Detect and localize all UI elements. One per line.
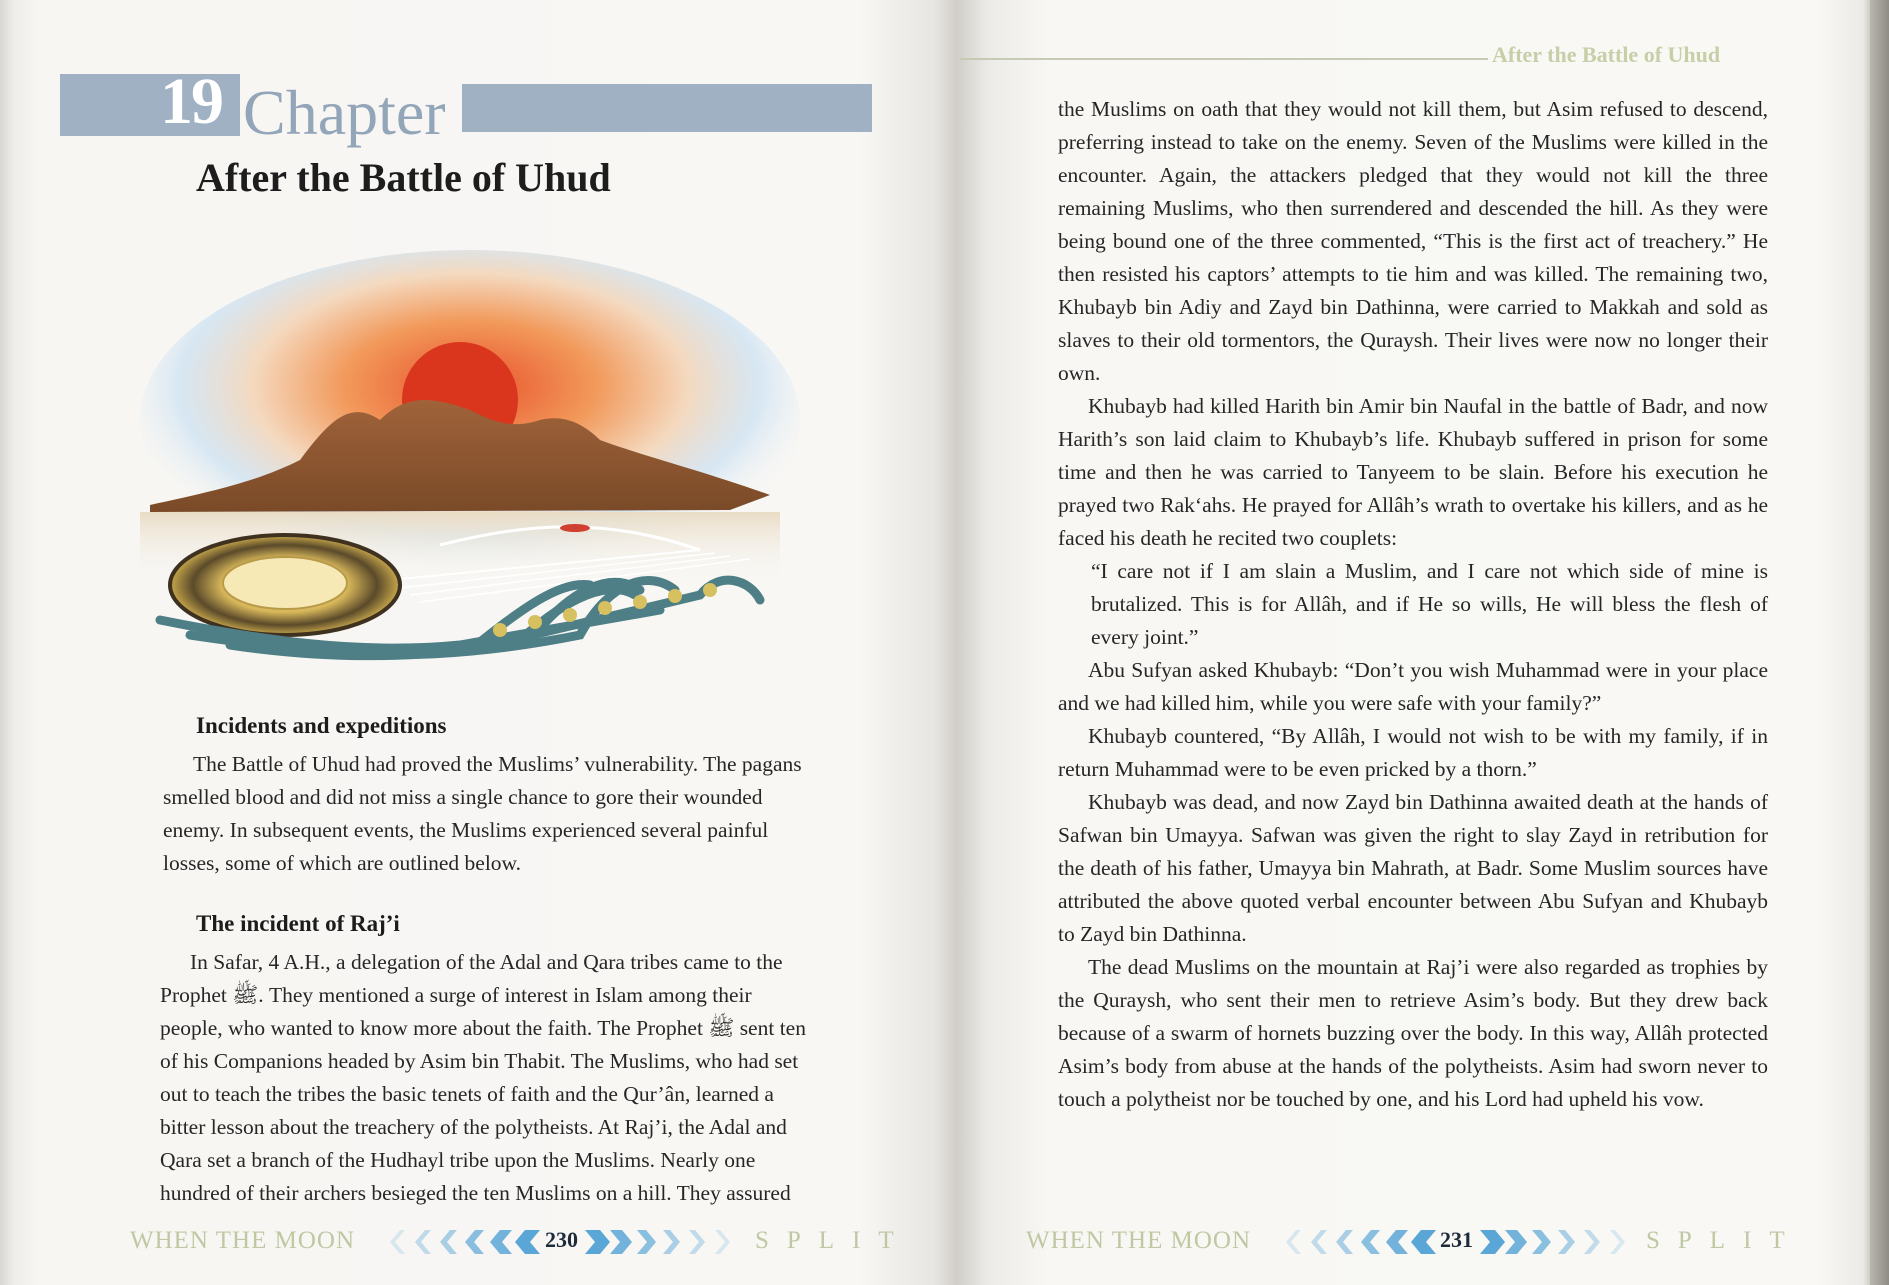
- page-number-right: 231: [1440, 1227, 1473, 1252]
- text-line: smelled blood and did not miss a single chance to gore their wounded: [163, 785, 763, 809]
- chapter-word: Chapter: [243, 77, 446, 148]
- footer-book-title: WHEN THE MOON: [1026, 1227, 1252, 1254]
- chapter-band-right: [462, 84, 872, 132]
- text-line: people, who wanted to know more about the faith. The Prophet ﷺ sent ten: [160, 1016, 806, 1040]
- section-body-rajii: [160, 946, 871, 1210]
- footer-split: SPLIT: [755, 1227, 912, 1254]
- section-body-incidents: [163, 748, 871, 880]
- text-line: Qara set a branch of the Hudhayl tribe upon the Muslims. Nearly one: [160, 1148, 756, 1172]
- text-line: out to teach the tribes the basic tenets of faith and the Qur’ân, learned a: [160, 1082, 774, 1106]
- text-line: In Safar, 4 A.H., a delegation of the Adal and Qara tribes came to the: [190, 950, 783, 974]
- section-heading-incidents: Incidents and expeditions: [196, 713, 447, 738]
- section-heading-rajii: The incident of Raj’i: [196, 911, 400, 936]
- chevrons-right-icon: [1480, 1228, 1640, 1256]
- chevrons-right-icon: [585, 1228, 745, 1256]
- footer-book-title: WHEN THE MOON: [130, 1227, 356, 1254]
- paragraph: Abu Sufyan asked Khubayb: “Don’t you wish Muhammad were in your place and we had killed him, while you were safe with your family?”: [1058, 658, 1768, 715]
- text-line: Prophet ﷺ. They mentioned a surge of interest in Islam among their: [160, 983, 752, 1007]
- text-line: hundred of their archers besieged the ten Muslims on a hill. They assured: [160, 1181, 791, 1205]
- paragraph: Khubayb countered, “By Allâh, I would not wish to be with my family, if in return Muhammad were to be even pricked by a thorn.”: [1058, 724, 1768, 781]
- chevrons-left-icon: [1276, 1228, 1436, 1256]
- footer-split: SPLIT: [1646, 1227, 1803, 1254]
- right-page-body: [1058, 93, 1768, 1116]
- text-line: of his Companions headed by Asim bin Thabit. The Muslims, who had set: [160, 1049, 799, 1073]
- text-line: The Battle of Uhud had proved the Muslims’ vulnerability. The pagans: [193, 752, 802, 776]
- paragraph: Khubayb was dead, and now Zayd bin Dathinna awaited death at the hands of Safwan bin Umayya. Safwan was given the right to slay Zayd in retribution for the death of his father, Umayya bin Mahrath, at Badr. Some Muslim sources have attributed the above quoted verbal encounter between Abu Sufyan and Khubayb to Zayd bin Dathinna.: [1058, 790, 1768, 946]
- battle-illustration: [140, 250, 870, 690]
- paragraph: the Muslims on oath that they would not kill them, but Asim refused to descend, preferring instead to take on the enemy. Seven of the Muslims were killed in the encounter. Again, the attackers pledged that they would not kill the three remaining Muslims, who then surrendered and descended the hill. As they were being bound one of the three commented, “This is the first act of treachery.” He then resisted his captors’ attempts to tie him and was killed. The remaining two, Khubayb bin Adiy and Zayd bin Dathinna, were carried to Makkah and sold as slaves to their old tormentors, the Quraysh. Their lives were now no longer their own.: [1058, 97, 1768, 385]
- header-rule: [960, 58, 1488, 60]
- chapter-title: After the Battle of Uhud: [196, 155, 611, 200]
- page-number-left: 230: [545, 1227, 578, 1252]
- running-head: After the Battle of Uhud: [1492, 42, 1721, 67]
- chevrons-left-icon: [380, 1228, 540, 1256]
- chapter-number: 19: [160, 65, 222, 138]
- paragraph: The dead Muslims on the mountain at Raj’i were also regarded as trophies by the Quraysh, who sent their men to retrieve Asim’s body. But they drew back because of a swarm of hornets buzzing over the body. In this way, Allâh protected Asim’s body from abuse at the hands of the polytheists. Asim had sworn never to touch a polytheist nor be touched by one, and his Lord had upheld his vow.: [1058, 955, 1768, 1111]
- paragraph: Khubayb had killed Harith bin Amir bin Naufal in the battle of Badr, and now Harith’s son laid claim to Khubayb’s life. Khubayb suffered in prison for some time and then he was carried to Tanyeem to be slain. Before his execution he prayed two Rak‘ahs. He prayed for Allâh’s wrath to overtake his killers, and as he faced his death he recited two couplets:: [1058, 394, 1768, 550]
- text-line: enemy. In subsequent events, the Muslims experienced several painful: [163, 818, 769, 842]
- text-line: losses, some of which are outlined below.: [163, 851, 522, 875]
- right-page: [958, 0, 1870, 1285]
- quote-paragraph: “I care not if I am slain a Muslim, and I care not which side of mine is brutalized. This is for Allâh, and if He so wills, He will bless the flesh of every joint.”: [1091, 559, 1768, 649]
- text-line: bitter lesson about the treachery of the polytheists. At Raj’i, the Adal and: [160, 1115, 787, 1139]
- page-edges-right: [1870, 0, 1889, 1285]
